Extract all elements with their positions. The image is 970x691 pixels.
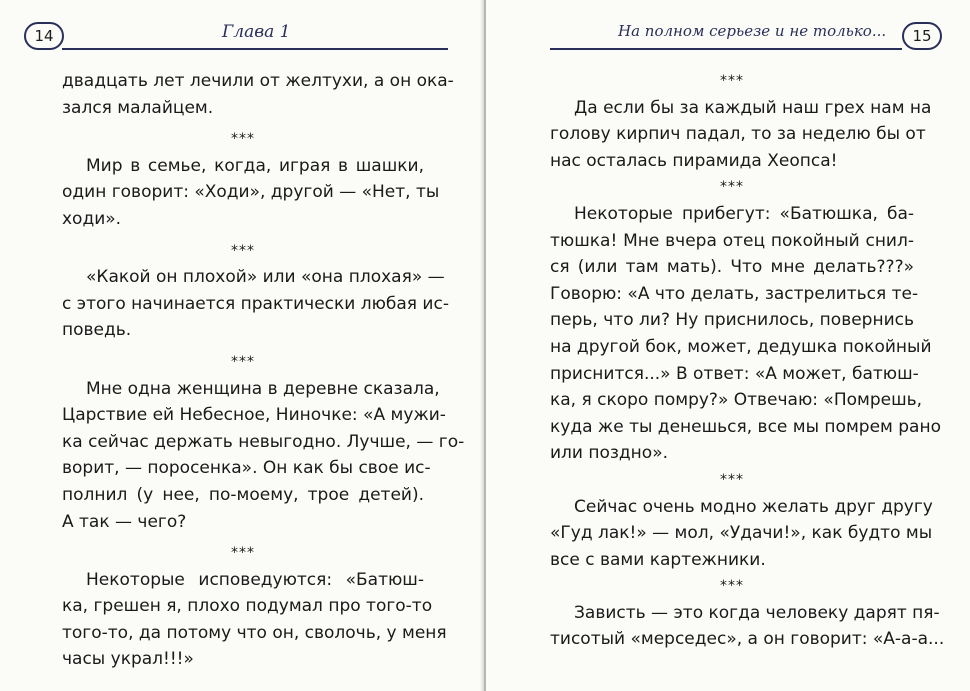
header-rule-right: [550, 48, 902, 50]
text-line: ка сейчас держать невыгодно. Лучше, — го-: [62, 431, 465, 452]
text-line: двадцать лет лечили от желтухи, а он ока-: [62, 71, 454, 91]
left-page-text: [62, 68, 465, 673]
text-line: Сейчас очень модно желать друг другу: [574, 496, 933, 517]
text-line: «Какой он плохой» или «она плохая» —: [86, 267, 445, 288]
text-line: зался малайцем.: [62, 97, 214, 118]
right-page-header: [550, 18, 942, 54]
text-line: перь, что ли? Ну приснилось, повернись: [550, 310, 914, 331]
text-line: Да если бы за каждый наш грех нам на: [574, 97, 932, 118]
text-line: или поздно».: [550, 443, 668, 464]
section-separator: ***: [231, 131, 255, 148]
section-separator: ***: [720, 578, 744, 595]
text-line: того-то, да потому что он, сволочь, у меня: [62, 622, 447, 643]
section-separator: ***: [231, 242, 255, 259]
text-line: тюшка! Мне вчера отец покойный снил-: [550, 230, 914, 251]
text-line: Мир в семье, когда, играя в шашки,: [86, 155, 424, 176]
text-line: ка, грешен я, плохо подумал про того-то: [62, 596, 433, 617]
running-title-left: Глава 1: [222, 22, 291, 42]
text-line: все с вами картежники.: [550, 549, 766, 570]
text-line: Некоторые прибегут: «Батюшка, ба-: [574, 203, 914, 224]
text-line: один говорит: «Ходи», другой — «Нет, ты: [62, 182, 440, 203]
text-line: Некоторые исповедуются: «Батюш-: [86, 569, 424, 590]
page-number-left: 14: [24, 22, 64, 50]
text-line: А так — чего?: [62, 511, 187, 532]
text-line: на другой бок, может, дедушка покойный: [550, 336, 932, 357]
text-line: Царствие ей Небесное, Ниночке: «А мужи-: [62, 405, 446, 426]
header-rule-left: [62, 48, 448, 50]
text-line: Говорю: «А что делать, застрелиться те-: [550, 283, 919, 304]
left-page: [0, 0, 484, 691]
text-line: тисотый «мерседес», а он говорит: «А-а-а...: [550, 629, 945, 650]
running-title-right: На полном серьезе и не только...: [618, 22, 887, 40]
text-line: Мне одна женщина в деревне сказала,: [86, 378, 440, 399]
text-line: часы украл!!!»: [62, 649, 194, 670]
text-line: приснится...» В ответ: «А может, батюш-: [550, 363, 919, 384]
section-separator: ***: [231, 353, 255, 370]
text-line: Зависть — это когда человеку дарят пя-: [574, 602, 940, 623]
text-line: ся (или там мать). Что мне делать???»: [550, 257, 914, 278]
page-number-right: 15: [902, 22, 942, 50]
text-line: голову кирпич падал, то за неделю бы от: [550, 124, 926, 145]
section-separator: ***: [231, 545, 255, 562]
text-line: куда же ты денешься, все мы помрем рано: [550, 416, 941, 437]
right-page: [486, 0, 970, 691]
text-line: ходи».: [62, 208, 122, 229]
section-separator: ***: [720, 471, 744, 488]
text-line: с этого начинается практически любая ис-: [62, 293, 449, 314]
section-separator: ***: [720, 73, 744, 89]
text-line: ка, я скоро помру?» Отвечаю: «Помрешь,: [550, 390, 923, 411]
left-page-header: [22, 18, 442, 54]
text-line: полнил (у нее, по-моему, трое детей).: [62, 484, 424, 505]
text-line: поведь.: [62, 320, 132, 341]
text-line: ворит, — поросенка». Он как бы свое ис-: [62, 458, 431, 479]
section-separator: ***: [720, 179, 744, 196]
right-page-text: [550, 68, 945, 653]
text-line: нас осталась пирамида Хеопса!: [550, 150, 838, 171]
text-line: «Гуд лак!» — мол, «Удачи!», как будто мы: [550, 523, 933, 544]
